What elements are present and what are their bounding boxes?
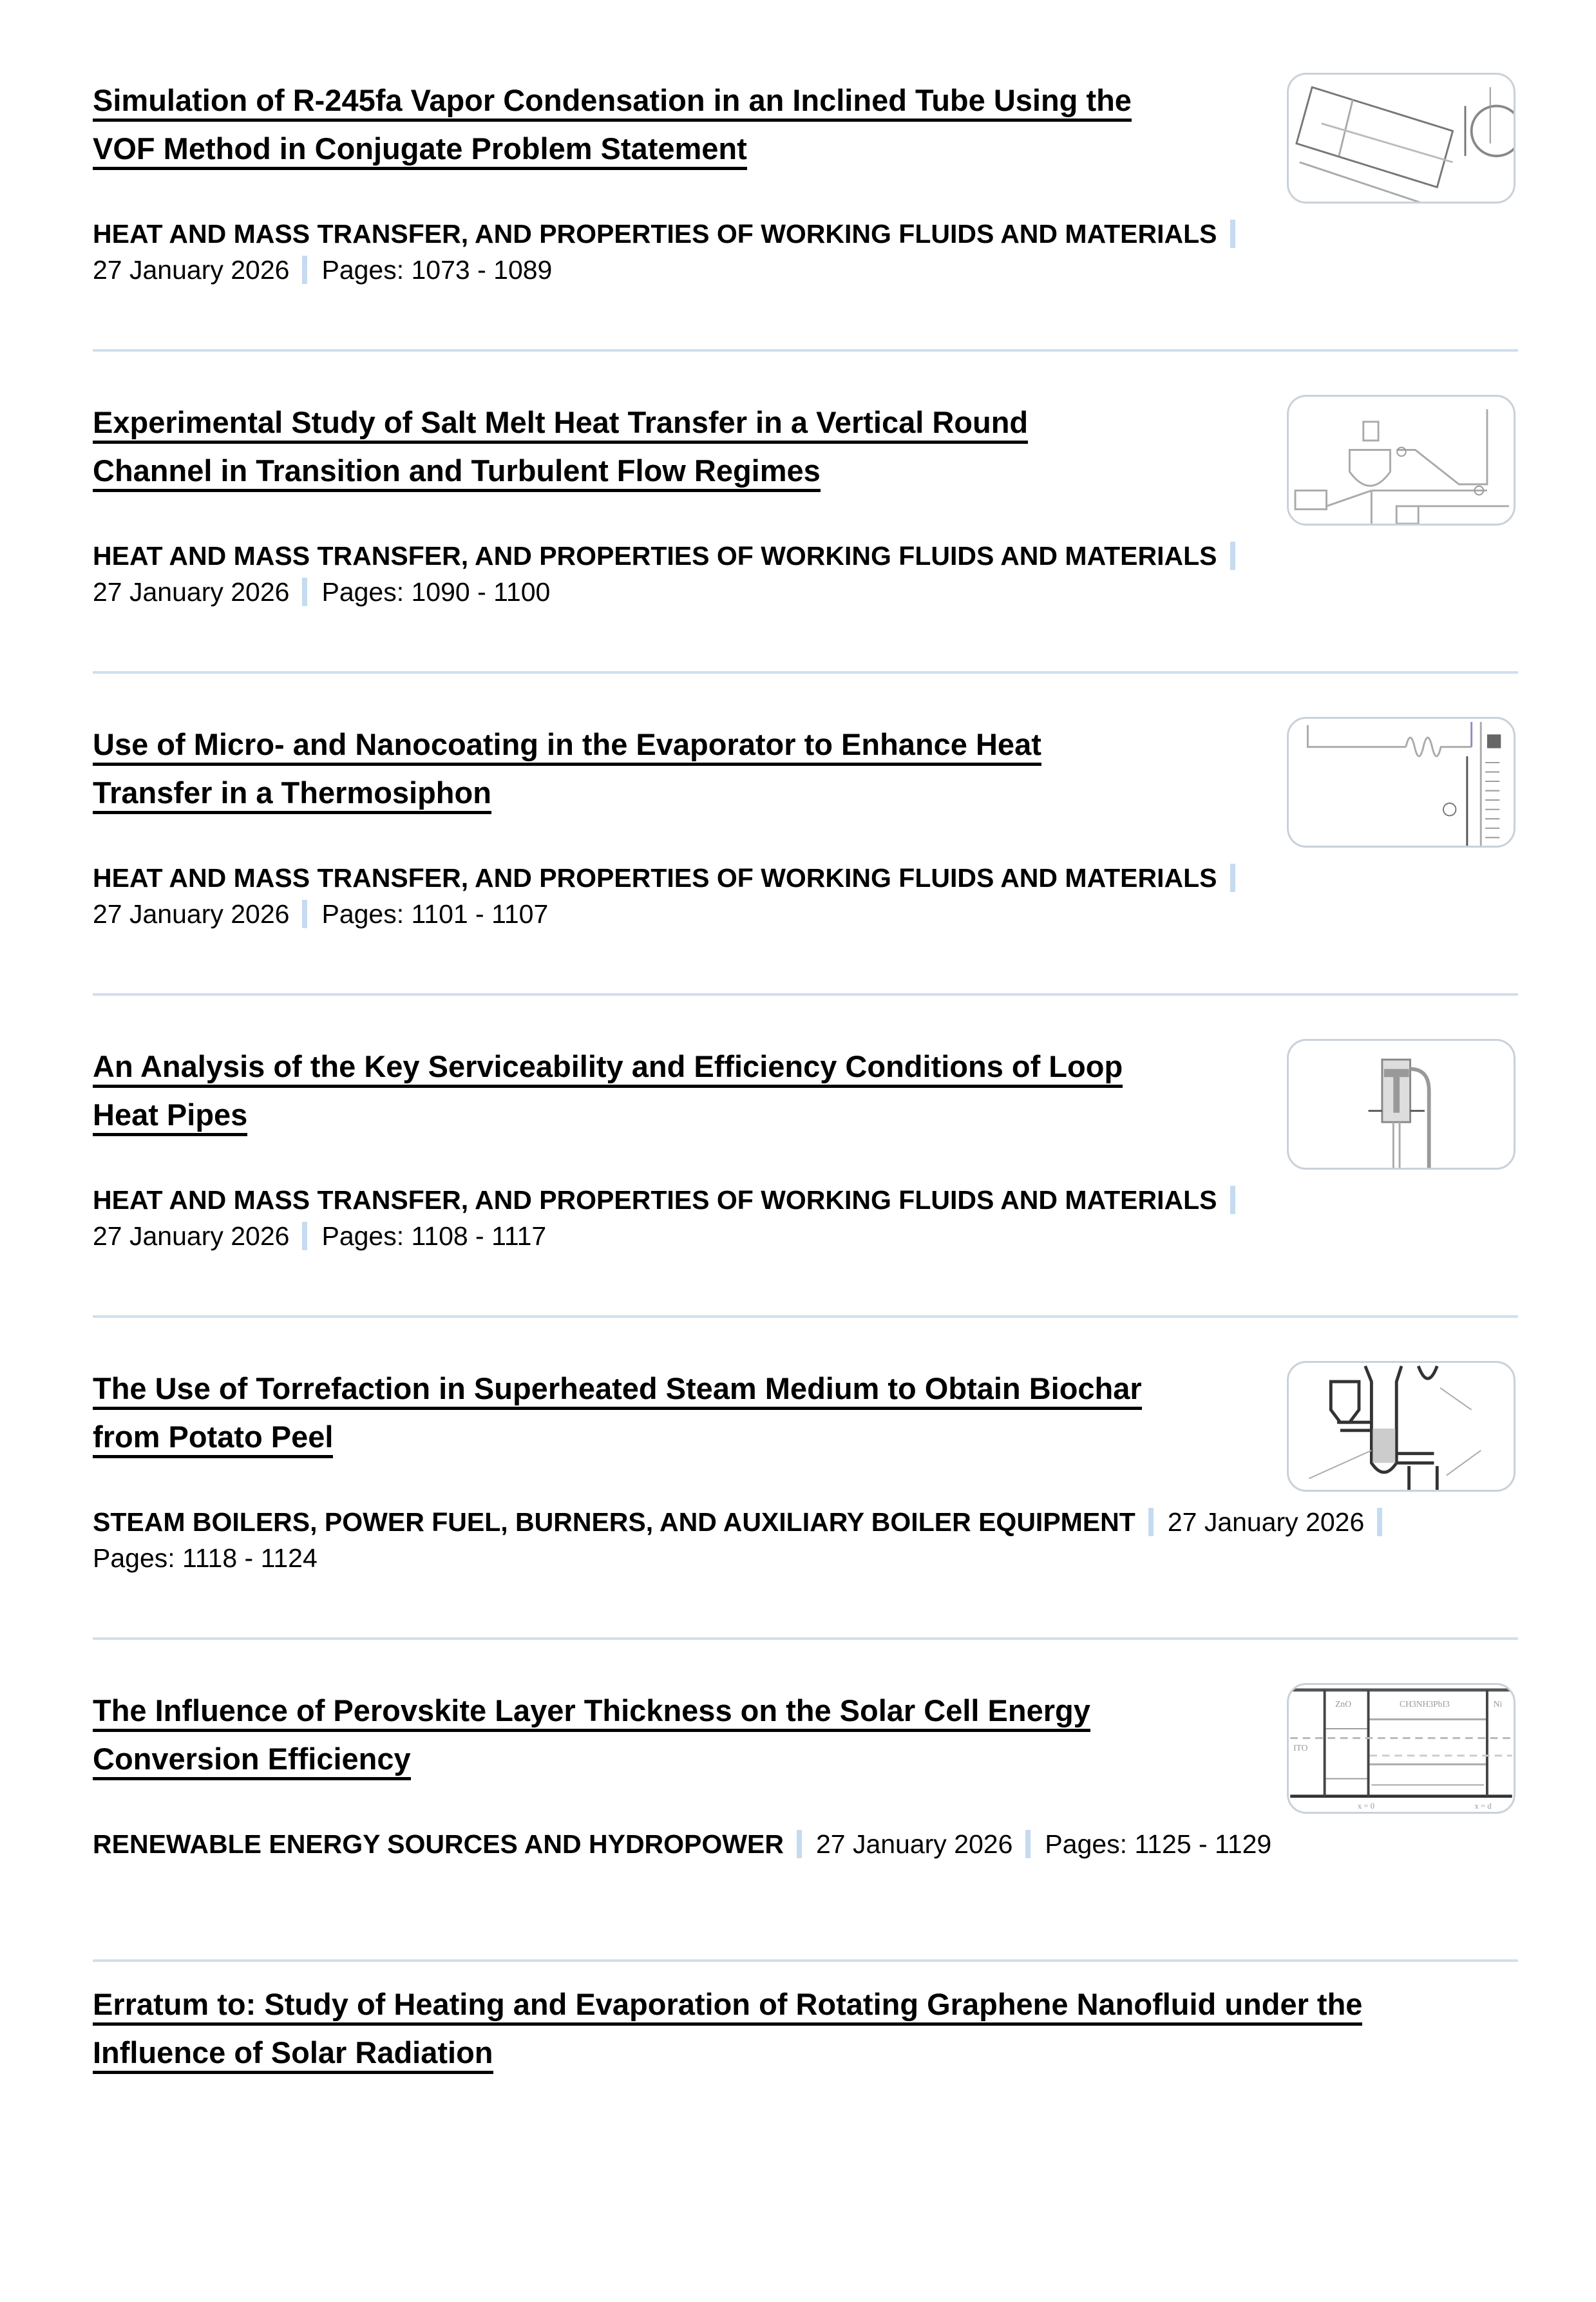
article-meta [93,1504,1477,1576]
article-meta [93,216,1477,288]
article-thumbnail[interactable] [1287,73,1515,204]
thermosiphon-schematic-icon [1289,719,1514,846]
article-entry [93,76,1518,398]
article-title-link[interactable]: Influence of Solar Radiation [93,2035,493,2074]
meta-divider [1230,542,1235,570]
perovskite-band-diagram-icon [1289,1685,1514,1812]
article-title-link[interactable]: An Analysis of the Key Serviceability and Efficiency Conditions of Loop [93,1049,1123,1088]
entry-divider [93,1315,1518,1318]
article-title [93,1364,1226,1461]
meta-divider [1148,1508,1154,1536]
article-date: 27 January 2026 [93,1221,290,1251]
article-pages: Pages: 1090 - 1100 [321,577,551,607]
article-thumbnail[interactable] [1287,1361,1515,1492]
meta-divider [1230,220,1235,248]
meta-divider [302,578,307,606]
article-title-link[interactable]: The Influence of Perovskite Layer Thickness on the Solar Cell Energy [93,1693,1090,1732]
article-meta [93,538,1477,610]
article-category[interactable]: RENEWABLE ENERGY SOURCES AND HYDROPOWER [93,1829,784,1859]
meta-divider [1230,1186,1235,1214]
article-category[interactable]: HEAT AND MASS TRANSFER, AND PROPERTIES OF WORKING FLUIDS AND MATERIALS [93,863,1217,893]
article-title-link[interactable]: Transfer in a Thermosiphon [93,775,491,814]
meta-divider [797,1830,802,1858]
thumb-label: ZnO [1335,1698,1352,1709]
article-title-link[interactable]: Use of Micro- and Nanocoating in the Evaporator to Enhance Heat [93,727,1041,766]
article-date: 27 January 2026 [815,1829,1013,1859]
article-pages: Pages: 1108 - 1117 [321,1221,547,1251]
experimental-setup-schematic-icon [1289,397,1514,524]
article-thumbnail[interactable] [1287,1683,1515,1814]
thumb-label: x = 0 [1358,1802,1375,1811]
entry-divider [93,671,1518,674]
article-pages: Pages: 1125 - 1129 [1045,1829,1272,1859]
article-entry [93,720,1518,1042]
thumb-label: Ni [1493,1698,1503,1709]
article-thumbnail[interactable] [1287,395,1515,526]
article-meta [93,1182,1477,1254]
article-title [93,398,1226,495]
article-entry [93,1364,1518,1686]
thumb-label: ITO [1293,1742,1308,1753]
article-title-link[interactable]: The Use of Torrefaction in Superheated Steam Medium to Obtain Biochar [93,1371,1142,1410]
meta-divider [1025,1830,1031,1858]
article-entry [93,398,1518,720]
meta-divider [302,900,307,928]
article-thumbnail[interactable] [1287,1039,1515,1170]
article-category[interactable]: HEAT AND MASS TRANSFER, AND PROPERTIES OF WORKING FLUIDS AND MATERIALS [93,219,1217,249]
meta-divider [1230,864,1235,892]
article-title-link[interactable]: Channel in Transition and Turbulent Flow Regimes [93,453,821,492]
meta-divider [302,1222,307,1250]
article-title [93,1686,1226,1783]
article-pages: Pages: 1118 - 1124 [93,1543,318,1573]
entry-divider [93,1637,1518,1640]
torrefaction-reactor-diagram-icon [1289,1363,1514,1490]
loop-heat-pipe-diagram-icon [1289,1041,1514,1168]
entry-divider [93,349,1518,352]
article-pages: Pages: 1101 - 1107 [321,899,549,929]
article-thumbnail[interactable] [1287,717,1515,848]
article-category[interactable]: HEAT AND MASS TRANSFER, AND PROPERTIES OF WORKING FLUIDS AND MATERIALS [93,541,1217,571]
entry-divider [93,993,1518,996]
article-date: 27 January 2026 [93,577,290,607]
article-category[interactable]: HEAT AND MASS TRANSFER, AND PROPERTIES OF WORKING FLUIDS AND MATERIALS [93,1185,1217,1215]
article-title [93,720,1226,817]
article-title-link[interactable]: VOF Method in Conjugate Problem Statement [93,131,747,170]
entry-divider [93,1959,1518,1962]
article-entry [93,1980,1518,2302]
inclined-tube-diagram-icon [1289,75,1514,202]
article-date: 27 January 2026 [93,255,290,285]
article-title-link[interactable]: Simulation of R-245fa Vapor Condensation in an Inclined Tube Using the [93,83,1132,122]
article-title [93,76,1226,173]
article-title-link[interactable]: from Potato Peel [93,1420,333,1458]
article-date: 27 January 2026 [93,899,290,929]
article-meta [93,1826,1477,1862]
article-title-link[interactable]: Conversion Efficiency [93,1742,411,1780]
article-title [93,1980,1477,2077]
meta-divider [302,256,307,284]
thumb-label: x = d [1474,1802,1492,1811]
article-meta [93,860,1477,932]
meta-divider [1377,1508,1382,1536]
article-title [93,1042,1226,1139]
article-title-link[interactable]: Erratum to: Study of Heating and Evaporation of Rotating Graphene Nanofluid under the [93,1987,1362,2026]
article-pages: Pages: 1073 - 1089 [321,255,553,285]
article-date: 27 January 2026 [1167,1507,1365,1537]
thumb-label: CH3NH3PbI3 [1400,1698,1450,1709]
article-title-link[interactable]: Experimental Study of Salt Melt Heat Transfer in a Vertical Round [93,405,1028,444]
article-entry [93,1686,1518,2008]
article-title-link[interactable]: Heat Pipes [93,1098,247,1136]
article-entry [93,1042,1518,1364]
article-category[interactable]: STEAM BOILERS, POWER FUEL, BURNERS, AND AUXILIARY BOILER EQUIPMENT [93,1507,1135,1537]
